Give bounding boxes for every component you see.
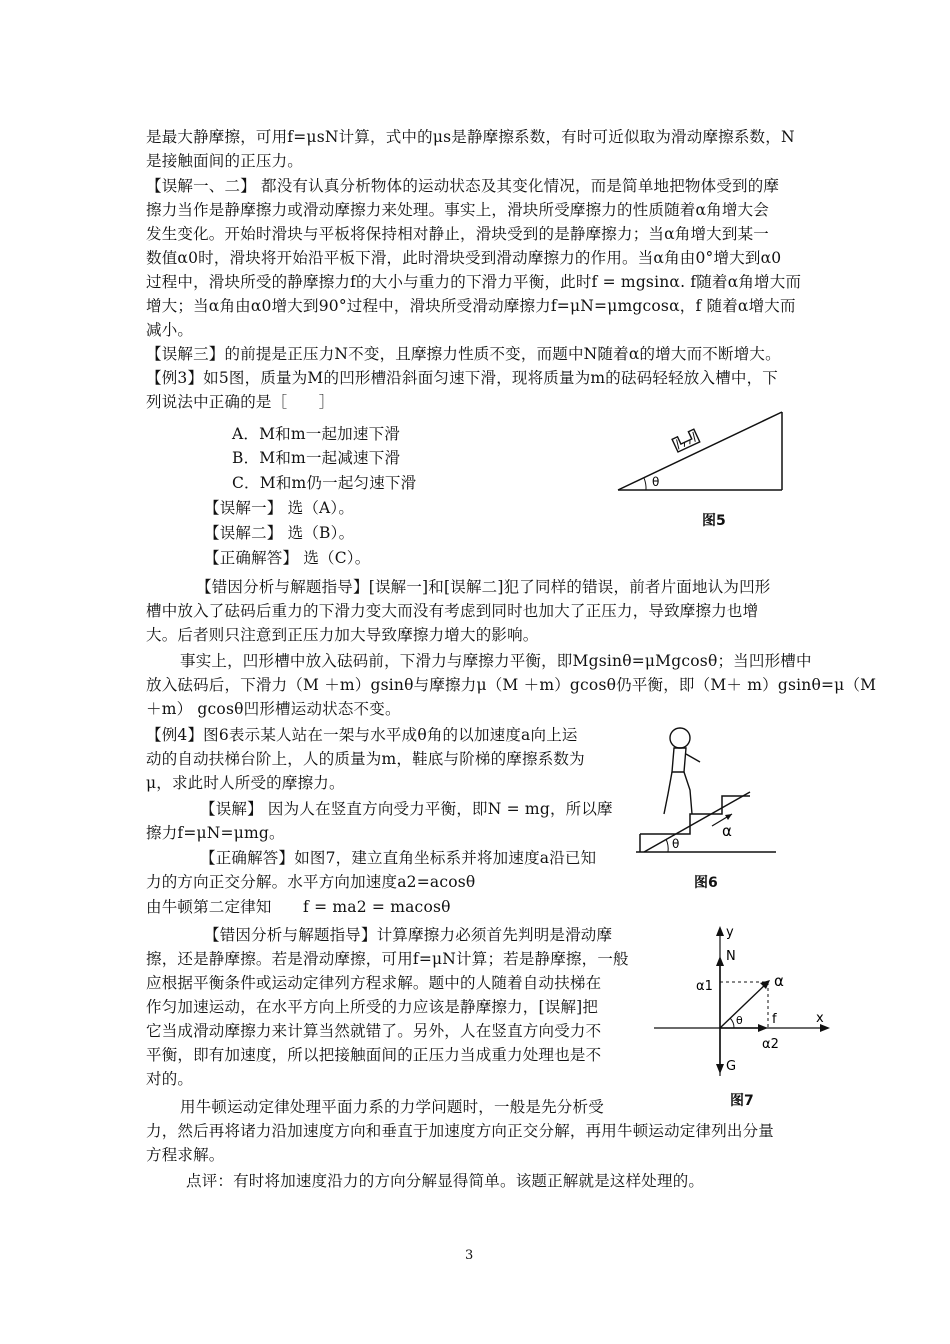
figure-7-axes [650, 920, 835, 1082]
text-line: 列说法中正确的是［ ］ [146, 393, 335, 411]
text-line: 【误解三】的前提是正压力N不变，且摩擦力性质不变，而题中N随着α的增大而不断增大。 [146, 345, 781, 363]
label-theta: θ [736, 1014, 743, 1027]
text-line: 增大；当α角由α0增大到90°过程中，滑块所受滑动摩擦力f=μN=μmgcosα，f 随着α增大而 [146, 297, 796, 315]
text-line: μ，求此时人所受的摩擦力。 [146, 774, 345, 792]
figure-5-incline [610, 408, 795, 498]
label-a: α [774, 972, 784, 990]
figure-6-accel: α [722, 822, 732, 840]
figure-5-angle: θ [652, 475, 660, 489]
text-line: 擦力f=μN=μmg。 [146, 824, 285, 842]
text-line: 是最大静摩擦，可用f=μsN计算，式中的μs是静摩擦系数，有时可近似取为滑动摩擦系数，N [146, 128, 795, 146]
label-a1: α1 [696, 979, 713, 994]
text-line: 【误解一】 选（A）。 [204, 499, 355, 517]
text-line: 【错因分析与解题指导】[误解一]和[误解二]犯了同样的错误，前者片面地认为凹形 [196, 578, 771, 596]
label-x: x [816, 1011, 824, 1026]
figure-7-caption: 图7 [730, 1093, 754, 1109]
text-line: 大。后者则只注意到正压力加大导致摩擦力增大的影响。 [146, 626, 539, 644]
text-line: 它当成滑动摩擦力来计算当然就错了。另外，人在竖直方向受力不 [146, 1022, 602, 1040]
text-line: 平衡，即有加速度，所以把接触面间的正压力当成重力处理也是不 [146, 1046, 602, 1064]
text-line: 【误解二】 选（B）。 [204, 524, 355, 542]
text-line: 【正确解答】如图7，建立直角坐标系并将加速度a沿已知 [200, 849, 597, 867]
text-line: 【误解一、二】 都没有认真分析物体的运动状态及其变化情况，而是简单地把物体受到的摩 [146, 177, 780, 195]
text-line: 由牛顿第二定律知 f = ma2 = macosθ [146, 898, 451, 916]
text-line: 【例4】图6表示某人站在一架与水平成θ角的以加速度a向上运 [146, 726, 578, 744]
option-b: B．M和m一起减速下滑 [232, 449, 401, 467]
figure-5-caption: 图5 [702, 513, 726, 529]
text-line: 【错因分析与解题指导】计算摩擦力必须首先判明是滑动摩 [204, 926, 613, 944]
text-line: 擦，还是静摩擦。若是滑动摩擦，可用f=μN计算；若是静摩擦，一般 [146, 950, 629, 968]
text-line: 事实上，凹形槽中放入砝码前，下滑力与摩擦力平衡，即Mgsinθ=μMgcosθ；当凹形槽中 [180, 652, 812, 670]
text-line: 力，然后再将诸力沿加速度方向和垂直于加速度方向正交分解，再用牛顿运动定律列出分量 [146, 1122, 775, 1140]
text-line: 减小。 [146, 321, 194, 339]
person-figure [664, 728, 700, 814]
text-line: ＋m） gcosθ凹形槽运动状态不变。 [146, 700, 401, 718]
figure-6-angle: θ [672, 837, 680, 851]
option-a: A．M和m一起加速下滑 [232, 425, 400, 443]
label-a2: α2 [762, 1037, 779, 1052]
figure-6-caption: 图6 [694, 875, 718, 891]
text-line: 对的。 [146, 1070, 194, 1088]
remark-line: 点评：有时将加速度沿力的方向分解显得简单。该题正解就是这样处理的。 [186, 1172, 705, 1190]
text-line: 过程中，滑块所受的静摩擦力f的大小与重力的下滑力平衡，此时f = mgsinα. f随着α角增大而 [146, 273, 802, 291]
label-n: N [726, 949, 736, 964]
text-line: 【正确解答】 选（C）。 [204, 549, 371, 567]
text-line: 数值α0时，滑块将开始沿平板下滑，此时滑块受到滑动摩擦力的作用。当α角由0°增大到α0 [146, 249, 782, 267]
text-line: 应根据平衡条件或运动定律列方程求解。题中的人随着自动扶梯在 [146, 974, 602, 992]
text-line: 用牛顿运动定律处理平面力系的力学问题时，一般是先分析受 [180, 1098, 604, 1116]
text-line: 是接触面间的正压力。 [146, 152, 304, 170]
text-line: 动的自动扶梯台阶上，人的质量为m，鞋底与阶梯的摩擦系数为 [146, 750, 585, 768]
text-line: 【误解】 因为人在竖直方向受力平衡，即N = mg，所以摩 [200, 800, 613, 818]
text-line: 擦力当作是静摩擦力或滑动摩擦力来处理。事实上，滑块所受摩擦力的性质随着α角增大会 [146, 201, 769, 219]
option-c: C．M和m仍一起匀速下滑 [232, 474, 417, 492]
text-line: 槽中放入了砝码后重力的下滑力变大而没有考虑到同时也加大了正压力，导致摩擦力也增 [146, 602, 759, 620]
text-line: 作匀加速运动，在水平方向上所受的力应该是静摩擦力，[误解]把 [146, 998, 599, 1016]
page-number: 3 [465, 1248, 474, 1263]
label-f: f [772, 1012, 777, 1027]
text-line: 方程求解。 [146, 1146, 225, 1164]
figure-6-escalator [630, 722, 780, 860]
label-g: G [726, 1059, 737, 1074]
text-line: 力的方向正交分解。水平方向加速度a2=acosθ [146, 873, 476, 891]
text-line: 放入砝码后，下滑力（M ＋m）gsinθ与摩擦力μ（M ＋m）gcosθ仍平衡，即（M＋ m）gsinθ=μ（M [146, 676, 877, 694]
text-line: 【例3】如5图，质量为M的凹形槽沿斜面匀速下滑，现将质量为m的砝码轻轻放入槽中，下 [146, 369, 778, 387]
text-line: 发生变化。开始时滑块与平板将保持相对静止，滑块受到的是静摩擦力；当α角增大到某一 [146, 225, 769, 243]
label-y: y [726, 925, 734, 940]
groove-block [672, 429, 700, 452]
